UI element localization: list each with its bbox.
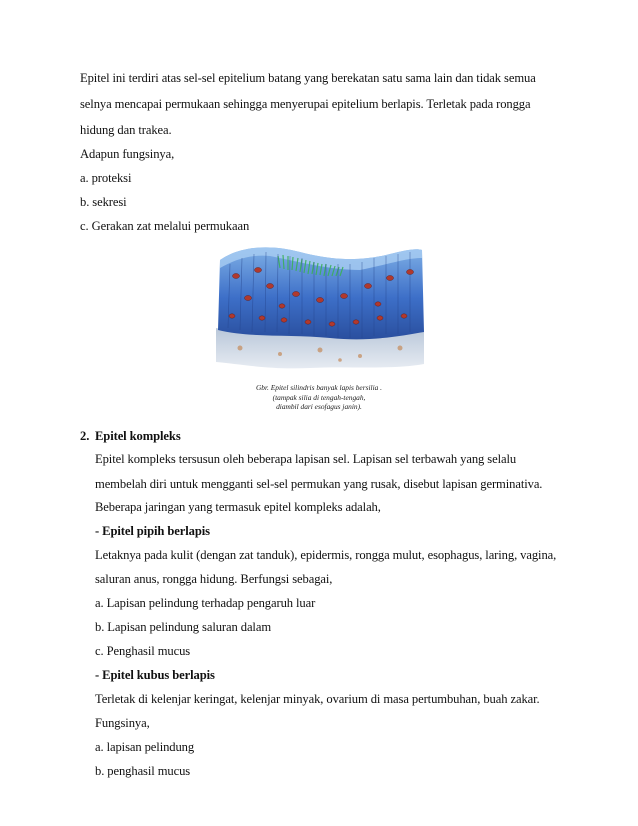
epithelium-illustration (210, 236, 430, 372)
section-para-line-2: membelah diri untuk mengganti sel-sel permukan yang rusak, disebut lapisan germinativa. (95, 477, 543, 491)
caption-line-3: diambil dari esofagus janin). (276, 402, 362, 411)
kubus-item-b: b. penghasil mucus (95, 764, 191, 778)
section-para-line-1: Epitel kompleks tersusun oleh beberapa lapisan sel. Lapisan sel terbawah yang selalu (95, 452, 517, 466)
kubus-line-1: Terletak di kelenjar keringat, kelenjar minyak, ovarium di masa pertumbuhan, buah zakar. (95, 692, 540, 706)
caption-line-2: (tampak silia di tengah-tengah, (272, 392, 366, 402)
function-item-a: a. proteksi (80, 171, 132, 185)
subsection-title-pipih: - Epitel pipih berlapis (95, 524, 210, 538)
pipih-item-c: c. Penghasil mucus (95, 644, 191, 658)
pipih-item-a: a. Lapisan pelindung terhadap pengaruh luar (95, 596, 316, 610)
section-number: 2. (80, 429, 90, 443)
intro-line-1: Epitel ini terdiri atas sel-sel epitelium batang yang berekatan satu sama lain dan tidak semua (80, 71, 536, 85)
kubus-item-a: a. lapisan pelindung (95, 740, 195, 754)
function-item-b: b. sekresi (80, 195, 127, 209)
intro-line-2: selnya mencapai permukaan sehingga menyerupai epitelium berlapis. Terletak pada rongga (80, 97, 531, 111)
function-title: Adapun fungsinya, (80, 147, 175, 161)
pipih-line-2: saluran anus, rongga hidung. Berfungsi sebagai, (95, 572, 333, 586)
caption-line-1: Gbr. Epitel silindris banyak lapis bersilia . (255, 383, 383, 392)
intro-line-3: hidung dan trakea. (80, 123, 172, 137)
subsection-title-kubus: - Epitel kubus berlapis (95, 668, 215, 682)
section-title: Epitel kompleks (95, 429, 181, 443)
pipih-item-b: b. Lapisan pelindung saluran dalam (95, 620, 272, 634)
function-item-c: c. Gerakan zat melalui permukaan (80, 219, 250, 233)
section-para-line-3: Beberapa jaringan yang termasuk epitel kompleks adalah, (95, 500, 381, 514)
pipih-line-1: Letaknya pada kulit (dengan zat tanduk), epidermis, rongga mulut, esophagus, laring, vagina, (95, 548, 557, 562)
kubus-line-2: Fungsinya, (95, 716, 150, 730)
figure-caption (244, 383, 394, 412)
